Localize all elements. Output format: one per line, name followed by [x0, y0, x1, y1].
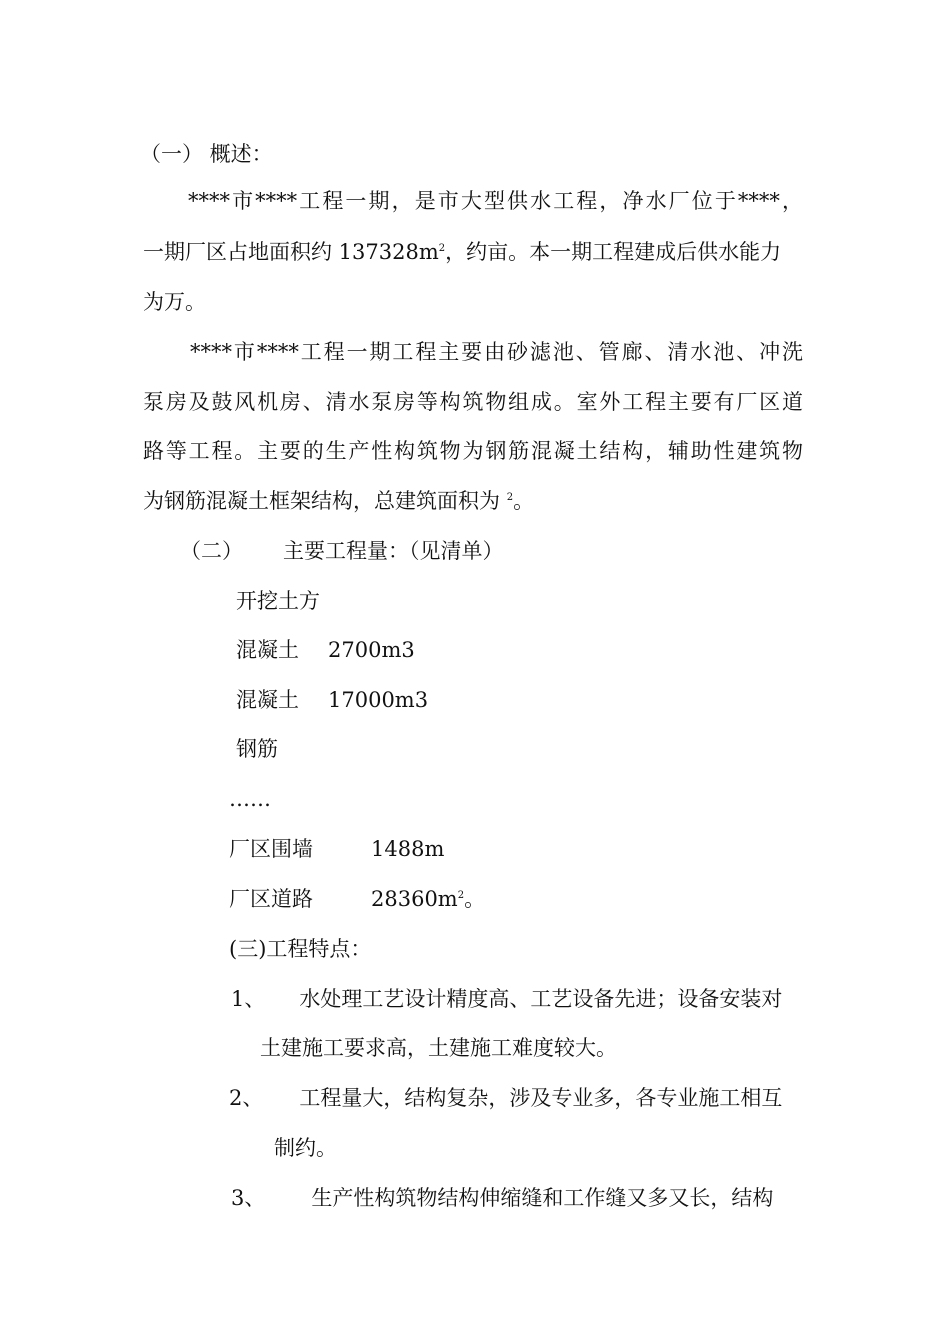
feature-point-1-line2: 土建施工要求高，土建施工难度较大。: [260, 1036, 617, 1060]
quantity-item-name: 混凝土: [236, 688, 299, 712]
overview-p2-line3: 路等工程。主要的生产性构筑物为钢筋混凝土结构，辅助性建筑物: [143, 439, 803, 463]
road-value: 28360m: [371, 887, 458, 911]
section2-number: （二）: [180, 539, 243, 563]
quantity-item-wall: [229, 836, 444, 862]
quantity-item-excavation: [236, 588, 328, 614]
area-superscript-2: 2: [506, 492, 514, 503]
feature-point-1-number: 1、: [231, 987, 266, 1011]
feature-point-2-text: 工程量大，结构复杂，涉及专业多，各专业施工相互: [299, 1086, 783, 1110]
overview-p1-line2: [143, 239, 781, 265]
feature-point-1-line1: [231, 986, 782, 1012]
wall-name: 厂区围墙: [229, 837, 313, 861]
quantity-item-rebar: [236, 736, 328, 762]
overview-p1-line3: 为万。: [143, 290, 206, 314]
section2-heading: [180, 538, 504, 564]
feature-point-3-number: 3、: [231, 1186, 266, 1210]
road-end: 。: [464, 887, 486, 911]
overview-p2-line4: [143, 488, 534, 514]
feature-point-2-line2: 制约。: [274, 1136, 337, 1160]
overview-p1-line2-rest: ，约亩。本一期工程建成后供水能力: [445, 240, 782, 264]
quantity-item-name: 混凝土: [236, 638, 299, 662]
overview-p1-line2-text: 一期厂区占地面积约 137328m: [143, 240, 439, 264]
section1-heading: （一） 概述：: [140, 142, 273, 166]
feature-point-3-line1: [231, 1185, 773, 1211]
overview-p2-line4-end: 。: [513, 489, 535, 513]
quantity-item-name: 钢筋: [236, 737, 278, 761]
feature-point-2-line1: [229, 1085, 782, 1111]
area-superscript: 2: [438, 243, 446, 254]
quantity-item-name: 开挖土方: [236, 589, 320, 613]
overview-p1-line1: ****市****工程一期，是市大型供水工程，净水厂位于****，: [188, 189, 803, 213]
quantity-item-concrete-1: [236, 637, 415, 663]
wall-value: 1488m: [371, 837, 445, 861]
overview-p2-line1: ****市****工程一期工程主要由砂滤池、管廊、清水池、冲洗: [190, 340, 803, 364]
feature-point-3-text: 生产性构筑物结构伸缩缝和工作缝又多又长，结构: [311, 1186, 774, 1210]
quantity-item-value: 17000m3: [328, 688, 429, 712]
quantity-item-value: 2700m3: [328, 638, 415, 662]
feature-point-2-number: 2、: [229, 1086, 264, 1110]
road-name: 厂区道路: [229, 887, 313, 911]
feature-point-1-text: 水处理工艺设计精度高、工艺设备先进；设备安装对: [299, 987, 783, 1011]
section3-heading: (三)工程特点：: [229, 937, 372, 961]
quantity-item-road: [229, 886, 485, 912]
quantity-item-concrete-2: [236, 687, 428, 713]
road-superscript: 2: [457, 890, 465, 901]
overview-p2-line2: 泵房及鼓风机房、清水泵房等构筑物组成。室外工程主要有厂区道: [143, 390, 803, 414]
section2-title: 主要工程量：（见清单）: [283, 539, 504, 563]
quantity-ellipsis: ……: [229, 787, 271, 811]
overview-p2-line4-text: 为钢筋混凝土框架结构，总建筑面积为: [143, 489, 507, 513]
